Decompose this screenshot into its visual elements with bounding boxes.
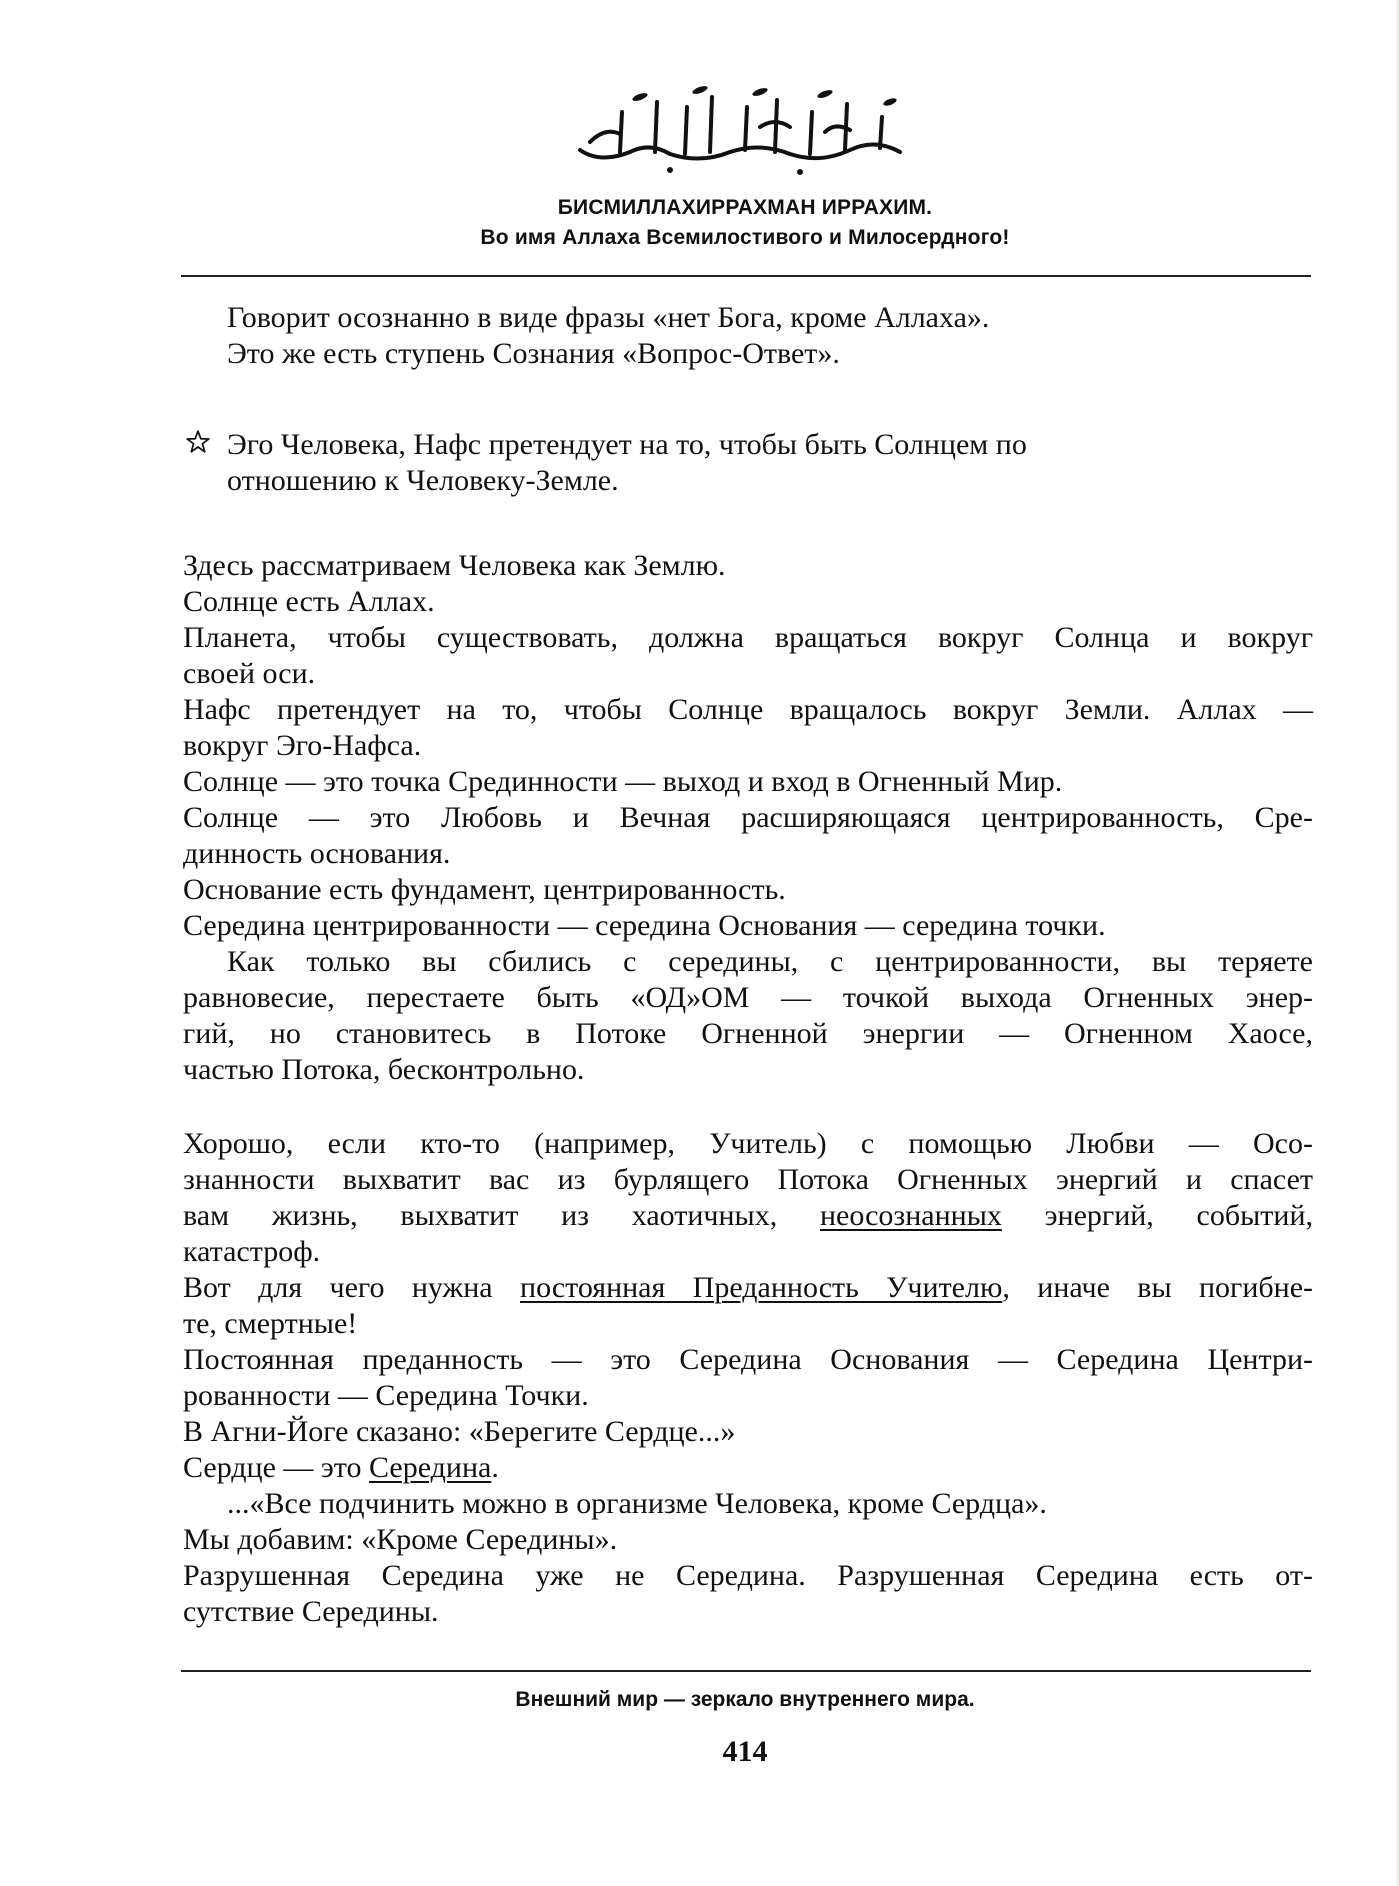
star-item-line: отношению к Человеку-Земле. bbox=[227, 464, 619, 497]
text-line: Середина центрированности — середина Основания — середина точки. bbox=[183, 909, 1106, 942]
text-line: Здесь рассматриваем Человека как Землю. bbox=[183, 549, 726, 582]
text-line: сутствие Середины. bbox=[183, 1595, 439, 1628]
section-2 bbox=[183, 1126, 1313, 1630]
text-line: Как только вы сбились с середины, с центрированности, вы теряете bbox=[227, 945, 1313, 978]
text-line bbox=[183, 1198, 1313, 1234]
text-fragment: вам жизнь, выхватит из хаотичных, bbox=[183, 1199, 778, 1232]
text-line: знанности выхватит вас из бурлящего Потока Огненных энергий и спасет bbox=[183, 1163, 1313, 1196]
text-line: Хорошо, если кто-то (например, Учитель) с помощью Любви — Осо- bbox=[183, 1127, 1313, 1160]
star-item bbox=[183, 427, 1313, 499]
text-line: Солнце — это точка Срединности — выход и вход в Огненный Мир. bbox=[183, 765, 1063, 798]
text-line: Солнце есть Аллах. bbox=[183, 585, 435, 618]
text-line bbox=[183, 1270, 1313, 1306]
text-fragment: энергий, событий, bbox=[1044, 1199, 1313, 1232]
underlined-text: неосознанных bbox=[819, 1199, 1002, 1232]
header-divider bbox=[181, 275, 1311, 277]
text-line: те, смертные! bbox=[183, 1307, 358, 1340]
text-line: Разрушенная Середина уже не Середина. Разрушенная Середина есть от- bbox=[183, 1559, 1313, 1592]
underlined-text: Середина bbox=[369, 1451, 492, 1484]
bismillah-calligraphy bbox=[560, 72, 920, 182]
text-line: частью Потока, бесконтрольно. bbox=[183, 1053, 585, 1086]
footer-divider bbox=[181, 1670, 1311, 1672]
scan-edge-shadow bbox=[1395, 0, 1399, 1886]
intro-line: Это же есть ступень Сознания «Вопрос-Ответ». bbox=[227, 337, 840, 370]
text-line: динность основания. bbox=[183, 837, 451, 870]
header-title: БИСМИЛЛАХИРРАХМАН ИРРАХИМ. bbox=[557, 196, 933, 219]
text-line: равновесие, перестаете быть «ОД»ОМ — точкой выхода Огненных энер- bbox=[183, 981, 1313, 1014]
intro-line: Говорит осознанно в виде фразы «нет Бога, кроме Аллаха». bbox=[227, 301, 990, 334]
underlined-text: постоянная Преданность Учителю bbox=[520, 1271, 1003, 1304]
text-fragment: . bbox=[491, 1451, 499, 1484]
text-line: вокруг Эго-Нафса. bbox=[183, 729, 422, 762]
text-line: Солнце — это Любовь и Вечная расширяющаяся центрированность, Сре- bbox=[183, 801, 1313, 834]
text-fragment: , иначе вы погибне- bbox=[1002, 1271, 1314, 1304]
text-line: Планета, чтобы существовать, должна вращаться вокруг Солнца и вокруг bbox=[183, 621, 1313, 654]
text-line bbox=[183, 1450, 1313, 1486]
text-line: Нафс претендует на то, чтобы Солнце вращалось вокруг Земли. Аллах — bbox=[183, 693, 1313, 726]
text-line: своей оси. bbox=[183, 657, 316, 690]
page-number: 414 bbox=[722, 1735, 768, 1768]
text-fragment: Вот для чего нужна bbox=[183, 1271, 493, 1304]
text-line: Постоянная преданность — это Середина Основания — Середина Центри- bbox=[183, 1343, 1313, 1376]
text-line: гий, но становитесь в Потоке Огненной энергии — Огненном Хаосе, bbox=[183, 1017, 1313, 1050]
text-line: Основание есть фундамент, центрированность. bbox=[183, 873, 786, 906]
star-outline-icon bbox=[185, 429, 211, 455]
footer-caption: Внешний мир — зеркало внутреннего мира. bbox=[515, 1688, 975, 1711]
text-line: ...«Все подчинить можно в организме Человека, кроме Сердца». bbox=[227, 1487, 1047, 1520]
intro-block bbox=[183, 300, 1313, 372]
text-line: В Агни-Йоге сказано: «Берегите Сердце...» bbox=[183, 1415, 736, 1448]
header-subtitle: Во имя Аллаха Всемилостивого и Милосердного! bbox=[480, 226, 1010, 249]
text-line: Мы добавим: «Кроме Середины». bbox=[183, 1523, 618, 1556]
text-line: катастроф. bbox=[183, 1235, 321, 1268]
star-item-line: Эго Человека, Нафс претендует на то, чтобы быть Солнцем по bbox=[227, 428, 1027, 461]
section-1 bbox=[183, 548, 1313, 1088]
text-fragment: Сердце — это bbox=[183, 1451, 362, 1484]
text-line: рованности — Середина Точки. bbox=[183, 1379, 589, 1412]
